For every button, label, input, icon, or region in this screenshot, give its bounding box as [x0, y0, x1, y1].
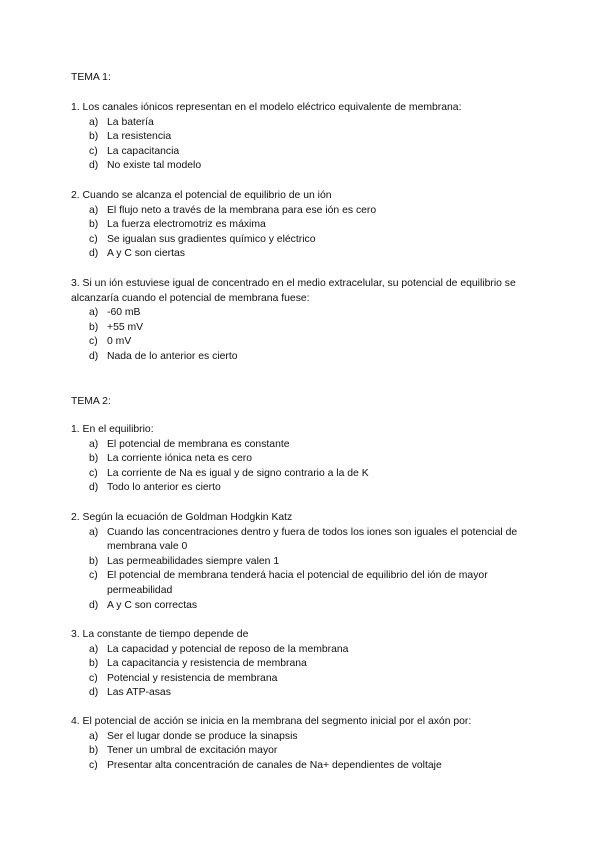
option-b: b) Las permeabilidades siempre valen 1 [89, 555, 280, 567]
option-d: d) Las ATP-asas [89, 687, 171, 699]
option-list [71, 730, 541, 774]
option-a: a) La capacidad y potencial de reposo de la membrana [89, 643, 349, 655]
option-list [71, 643, 541, 701]
option-b: b) Tener un umbral de excitación mayor [89, 745, 278, 757]
option-c: c) La capacitancia [89, 145, 180, 157]
question-t2-q1 [71, 423, 541, 496]
option-d: d) Nada de lo anterior es cierto [89, 350, 238, 362]
option-c: c) Potencial y resistencia de membrana [89, 672, 278, 684]
option-b: b) La corriente iónica neta es cero [89, 453, 252, 465]
option-a: a) El potencial de membrana es constante [89, 438, 290, 450]
option-c: c) La corriente de Na es igual y de signo contrario a la de K [89, 467, 369, 479]
section-title-tema-2: TEMA 2: [71, 396, 111, 407]
option-d: d) A y C son ciertas [89, 248, 185, 260]
question-text: 1. En el equilibrio: [71, 424, 154, 435]
option-c: c) El potencial de membrana tenderá hacia el potencial de equilibrio del ión de mayor permeabilidad [89, 570, 488, 596]
question-text: 2. Cuando se alcanza el potencial de equilibrio de un ión [71, 190, 332, 201]
section-title-tema-1: TEMA 1: [71, 72, 111, 83]
option-b: b) La fuerza electromotriz es máxima [89, 219, 266, 231]
option-a: a) Ser el lugar donde se produce la sinapsis [89, 730, 298, 742]
question-text: 1. Los canales iónicos representan en el modelo eléctrico equivalente de membrana: [71, 102, 462, 113]
option-c: c) 0 mV [89, 336, 132, 348]
option-b: b) La resistencia [89, 131, 172, 143]
option-list [71, 116, 541, 174]
question-t1-q1 [71, 101, 541, 174]
option-list [71, 526, 541, 614]
option-a: a) -60 mB [89, 307, 141, 319]
question-text: 2. Según la ecuación de Goldman Hodgkin Katz [71, 512, 293, 523]
option-list [71, 306, 541, 364]
question-t2-q4 [71, 715, 541, 773]
option-c: c) Presentar alta concentración de canales de Na+ dependientes de voltaje [89, 759, 442, 771]
question-text: 4. El potencial de acción se inicia en la membrana del segmento inicial por el axón por: [71, 716, 472, 727]
question-text: 3. Si un ión estuviese igual de concentrado en el medio extracelular, su potencial de equilibrio se alcanzaría cuando el potencial de membrana fuese: [71, 278, 516, 304]
option-b: b) +55 mV [89, 321, 144, 333]
option-list [71, 204, 541, 262]
option-a: a) El flujo neto a través de la membrana para ese ión es cero [89, 204, 377, 216]
option-list [71, 438, 541, 496]
option-c: c) Se igualan sus gradientes químico y eléctrico [89, 233, 316, 245]
option-b: b) La capacitancia y resistencia de membrana [89, 658, 307, 670]
question-t1-q3 [71, 277, 541, 365]
option-a: a) La batería [89, 116, 154, 128]
question-text: 3. La constante de tiempo depende de [71, 629, 249, 640]
question-t2-q3 [71, 628, 541, 701]
option-a: a) Cuando las concentraciones dentro y fuera de todos los iones son iguales el potencial de membrana vale 0 [89, 526, 518, 553]
option-d: d) No existe tal modelo [89, 160, 202, 172]
question-t2-q2 [71, 511, 541, 613]
option-d: d) Todo lo anterior es cierto [89, 482, 221, 494]
question-t1-q2 [71, 189, 541, 262]
option-d: d) A y C son correctas [89, 599, 198, 611]
